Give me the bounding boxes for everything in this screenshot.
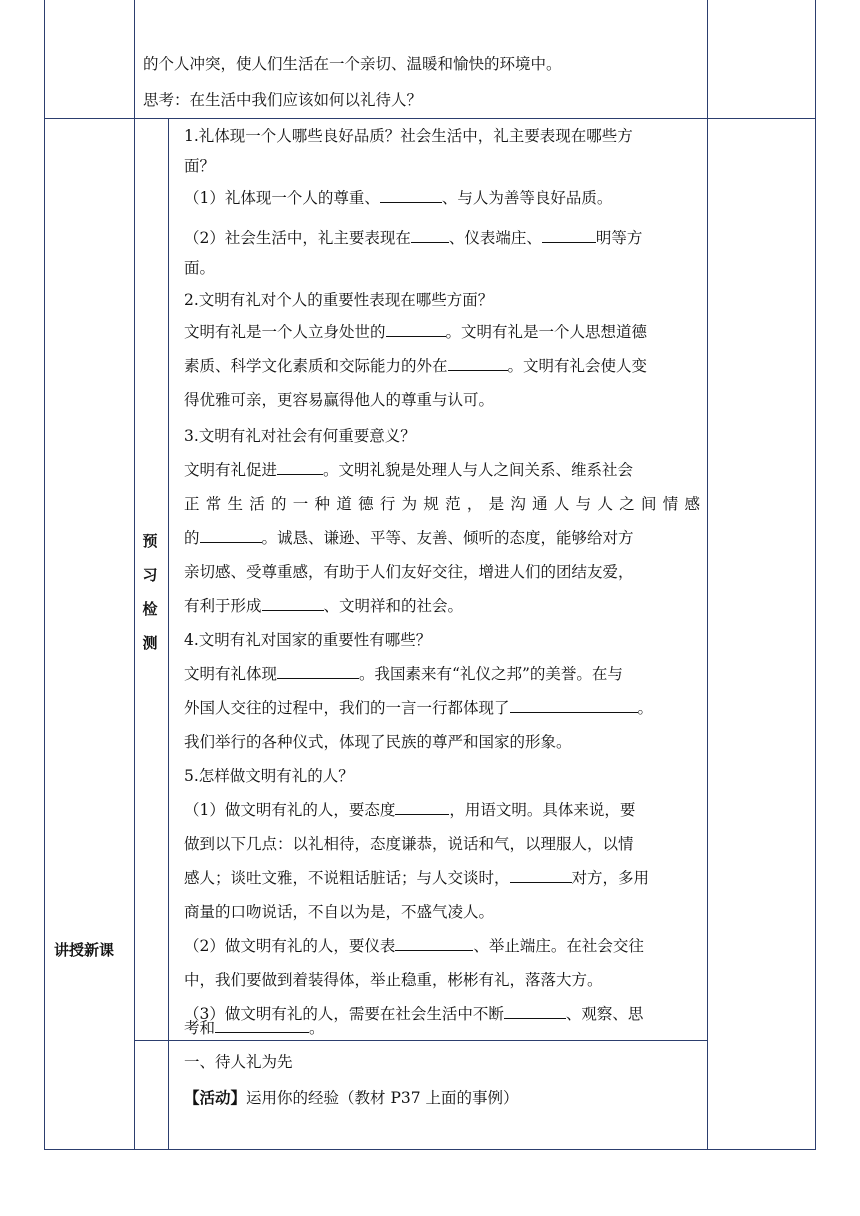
- preview-check-label: [136, 524, 164, 660]
- answer-text: （2）做文明有礼的人，要仪表: [184, 937, 396, 955]
- answer-3-line-4: 亲切感、受尊重感，有助于人们友好交往，增进人们的团结友爱，: [184, 563, 634, 581]
- answer-5-2-line-2: 中，我们要做到着装得体，举止稳重，彬彬有礼，落落大方。: [184, 971, 603, 989]
- answer-3-line-5: [184, 596, 463, 616]
- answer-2-line-3: 得优雅可亲，更容易赢得他人的尊重与认可。: [184, 391, 495, 409]
- answer-4-line-3: 我们举行的各种仪式，体现了民族的尊严和国家的形象。: [184, 733, 572, 751]
- answer-text: 、观察、思: [565, 1005, 644, 1023]
- answer-text: ，用语文明。具体来说，要: [449, 801, 636, 819]
- answer-text: 。我国素来有“礼仪之邦”的美誉。在与: [359, 665, 623, 683]
- preview-label-char: 预: [142, 532, 158, 550]
- answer-text: （2）社会生活中，礼主要表现在: [184, 229, 411, 247]
- answer-5-1-line-3: [184, 868, 649, 888]
- section-label-new-lesson: 讲授新课: [54, 941, 115, 959]
- answer-text: 文明有礼是一个人立身处世的: [184, 323, 386, 341]
- activity-tag: 【活动】: [184, 1089, 247, 1107]
- answer-text: （3）做文明有礼的人，需要在社会生活中不断: [184, 1005, 504, 1023]
- fill-blank[interactable]: [395, 800, 449, 815]
- fill-blank[interactable]: [448, 356, 508, 371]
- table-border-left: [44, 0, 45, 1150]
- fill-blank[interactable]: [262, 596, 324, 611]
- answer-text: 、与人为善等良好品质。: [441, 189, 613, 207]
- answer-text: 、文明祥和的社会。: [323, 597, 464, 615]
- preview-label-char: 习: [142, 566, 158, 584]
- answer-text: 。文明有礼会使人变: [507, 357, 648, 375]
- fill-blank[interactable]: [380, 188, 442, 203]
- question-1-cont: 面？: [184, 157, 216, 175]
- answer-text: 、举止端庄。在社会交往: [473, 937, 644, 955]
- answer-text: 考和: [184, 1019, 216, 1037]
- answer-text: 明等方: [595, 229, 643, 247]
- answer-3-line-1: [184, 460, 633, 480]
- row-divider-preview-end: [134, 1040, 708, 1041]
- answer-text: 。文明礼貌是处理人与人之间关系、维系社会: [323, 461, 634, 479]
- fill-blank[interactable]: [504, 1004, 566, 1019]
- fill-blank[interactable]: [510, 868, 572, 883]
- answer-text: 对方，多用: [571, 869, 650, 887]
- question-1: 1.礼体现一个人哪些良好品质？社会生活中，礼主要表现在哪些方: [184, 127, 633, 145]
- answer-2-line-2: [184, 356, 647, 376]
- answer-5-1-line-1: [184, 800, 635, 820]
- answer-text: 。文明有礼是一个人思想道德: [445, 323, 648, 341]
- question-3: 3.文明有礼对社会有何重要意义？: [184, 427, 416, 445]
- answer-text: 、仪表端庄、: [448, 229, 542, 247]
- fill-blank[interactable]: [411, 228, 449, 243]
- fill-blank[interactable]: [510, 698, 638, 713]
- answer-text: 文明有礼促进: [184, 461, 278, 479]
- table-border-bottom: [44, 1149, 816, 1150]
- question-5: 5.怎样做文明有礼的人？: [184, 767, 354, 785]
- answer-text: 有利于形成: [184, 597, 262, 615]
- activity-line: [184, 1088, 519, 1108]
- column-divider-1: [134, 0, 135, 1150]
- answer-text: 。诚恳、谦逊、平等、友善、倾听的态度，能够给对方: [261, 529, 634, 547]
- answer-text: 的: [184, 529, 200, 547]
- preview-label-char: 检: [142, 600, 158, 618]
- row-divider-top: [44, 118, 816, 119]
- answer-text: 。: [637, 699, 654, 717]
- preview-label-char: 测: [142, 634, 158, 652]
- answer-text: （1）做文明有礼的人，要态度: [184, 801, 396, 819]
- question-2: 2.文明有礼对个人的重要性表现在哪些方面？: [184, 291, 494, 309]
- answer-text: 外国人交往的过程中，我们的一言一行都体现了: [184, 699, 510, 717]
- fill-blank[interactable]: [200, 528, 262, 543]
- answer-5-2-line-1: [184, 936, 644, 956]
- fill-blank[interactable]: [277, 460, 323, 475]
- answer-4-line-1: [184, 664, 623, 684]
- answer-1-1: [184, 188, 612, 208]
- activity-text: 运用你的经验（教材 P37 上面的事例）: [246, 1089, 519, 1107]
- answer-5-3-last: [184, 1018, 325, 1038]
- fill-blank[interactable]: [277, 664, 359, 679]
- answer-text: 文明有礼体现: [184, 665, 278, 683]
- top-cell-line-2: 思考：在生活中我们应该如何以礼待人？: [143, 91, 423, 109]
- answer-text: 素质、科学文化素质和交际能力的外在: [184, 357, 448, 375]
- column-divider-3: [707, 0, 708, 1150]
- answer-5-1-line-4: 商量的口吻说话，不自以为是，不盛气凌人。: [184, 903, 495, 921]
- answer-text: 。: [309, 1019, 325, 1037]
- column-divider-2: [168, 118, 169, 1150]
- fill-blank[interactable]: [395, 936, 473, 951]
- answer-1-2: [184, 228, 642, 248]
- table-border-right: [815, 0, 816, 1150]
- answer-3-line-3: [184, 528, 634, 548]
- fill-blank[interactable]: [542, 228, 596, 243]
- answer-2-line-1: [184, 322, 647, 342]
- answer-5-1-line-2: 做到以下几点：以礼相待，态度谦恭，说话和气，以理服人，以情: [184, 835, 634, 853]
- answer-text: （1）礼体现一个人的尊重、: [184, 189, 380, 207]
- answer-1-2-cont: 面。: [184, 259, 216, 277]
- top-cell-line-1: 的个人冲突，使人们生活在一个亲切、温暖和愉快的环境中。: [143, 55, 562, 73]
- question-4: 4.文明有礼对国家的重要性有哪些？: [184, 631, 432, 649]
- answer-4-line-2: [184, 698, 653, 718]
- section-heading: 一、待人礼为先: [184, 1053, 293, 1071]
- answer-3-line-2: 正常生活的一种道德行为规范，是沟通人与人之间情感: [184, 495, 700, 513]
- answer-text: 感人；谈吐文雅，不说粗话脏话；与人交谈时，: [184, 869, 510, 887]
- fill-blank[interactable]: [215, 1018, 309, 1033]
- fill-blank[interactable]: [386, 322, 446, 337]
